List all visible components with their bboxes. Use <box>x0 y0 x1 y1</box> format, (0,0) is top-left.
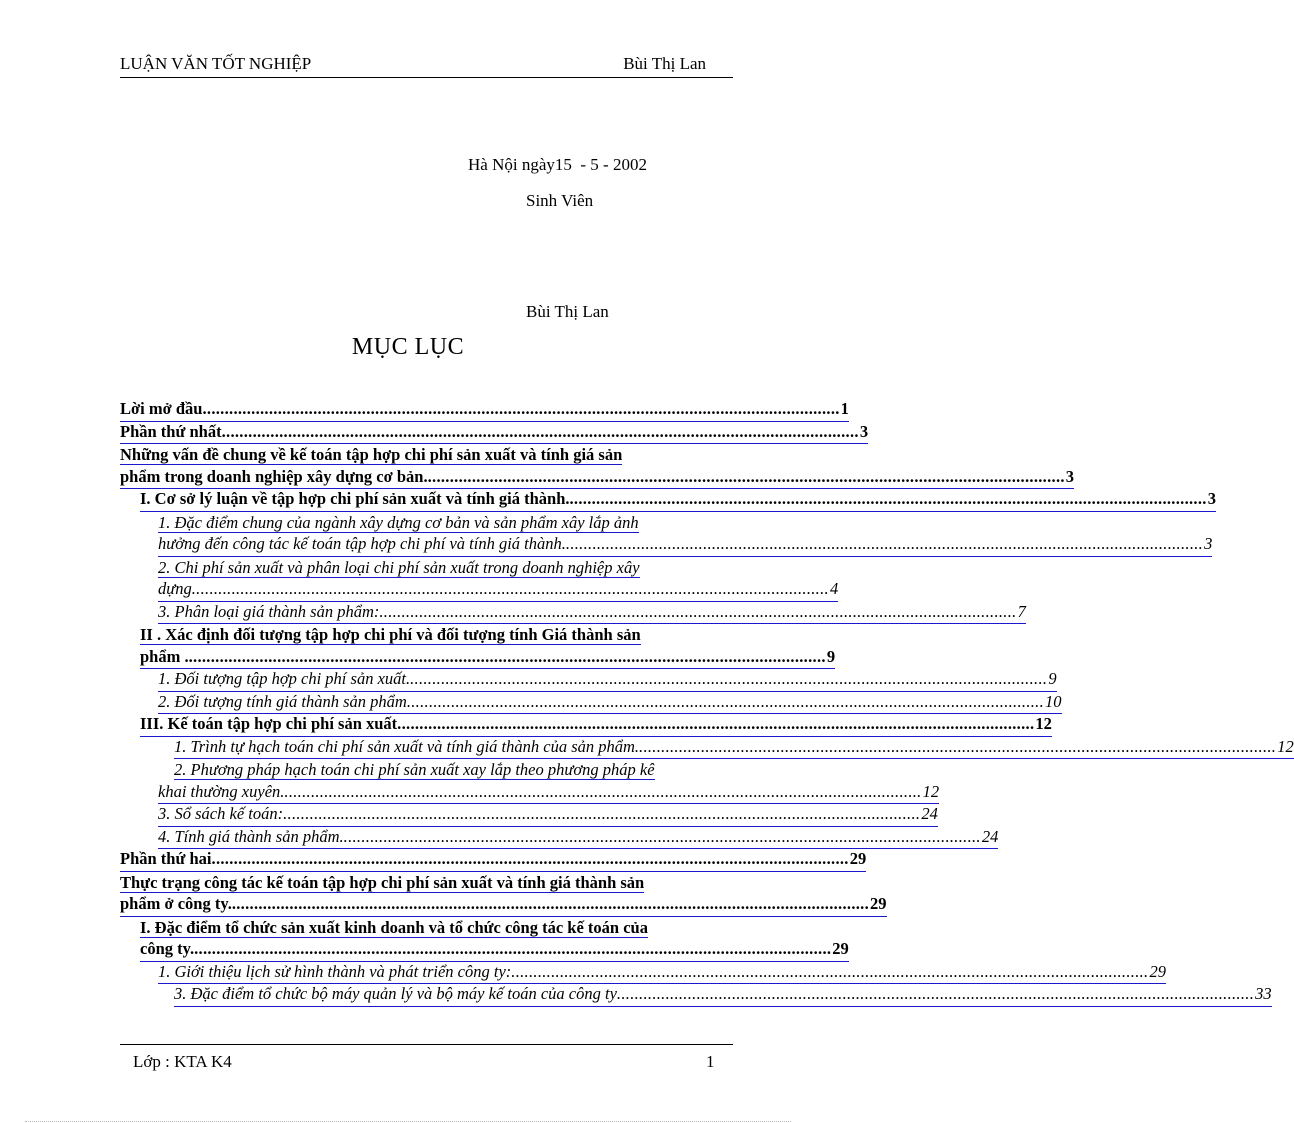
toc-entry-phuong-phap-hach-toan[interactable]: khai thường xuyên. ................................................................................................................................................ 12 <box>120 782 733 805</box>
toc-entry-phan-loai-gia-thanh[interactable]: 3. Phân loại giá thành sản phẩm: ................................................................................................................................................ 7 <box>120 602 733 625</box>
toc-entry-dac-diem-chung[interactable]: hưởng đến công tác kế toán tập hợp chi phí và tính giá thành. ................................................................................................................................................ 3 <box>120 534 733 557</box>
toc-entry-dac-diem-chung-line1[interactable]: 1. Đặc điểm chung của ngành xây dựng cơ bản và sản phẩm xây lắp ảnh <box>158 512 639 532</box>
header-title: LUẬN VĂN TỐT NGHIỆP <box>120 54 312 73</box>
toc-entry-dac-diem-to-chuc-line1[interactable]: I. Đặc điểm tổ chức sản xuất kinh doanh và tổ chức công tác kế toán của <box>140 917 648 937</box>
page-edge-divider <box>25 1121 791 1122</box>
footer-class: Lớp : KTA K4 <box>133 1052 232 1071</box>
toc-entry-xac-dinh-doi-tuong[interactable]: phẩm . ................................................................................................................................................ 9 <box>120 647 733 670</box>
toc-entry-nhung-van-de-line1[interactable]: Những vấn đề chung về kế toán tập hợp chi phí sản xuất và tính giá sản <box>120 445 623 464</box>
page-number: 1 <box>706 1052 715 1071</box>
signature-date: Hà Nội ngày15 - 5 - 2002 <box>468 155 647 174</box>
toc-entry-phuong-phap-hach-toan-line1[interactable]: 2. Phương pháp hạch toán chi phí sản xuất xay lắp theo phương pháp kê <box>174 760 655 779</box>
toc-entry-to-chuc-bo-may[interactable]: 3. Đặc điểm tổ chức bộ máy quản lý và bộ máy kế toán của công ty ................................................................................................................................................ 33 <box>120 984 733 1007</box>
toc-entry-xac-dinh-doi-tuong-line1[interactable]: II . Xác định đối tượng tập hợp chi phí và đối tượng tính Giá thành sản <box>140 625 641 644</box>
toc-entry-dac-diem-to-chuc[interactable]: công ty. ................................................................................................................................................ 29 <box>120 939 733 962</box>
toc-entry-gioi-thieu-lich-su[interactable]: 1. Giới thiệu lịch sử hình thành và phát triển công ty: ................................................................................................................................................ 29 <box>120 962 733 985</box>
signature-name: Bùi Thị Lan <box>526 302 609 321</box>
signature-role: Sinh Viên <box>526 191 594 210</box>
toc-entry-trinh-tu-hach-toan[interactable]: 1. Trình tự hạch toán chi phí sản xuất và tính giá thành của sản phẩm. ................................................................................................................................................ 12 <box>120 737 733 760</box>
footer-rule <box>120 1044 733 1045</box>
toc-entry-doi-tuong-tinh-gia[interactable]: 2. Đối tượng tính giá thành sản phẩm ................................................................................................................................................ 10 <box>120 692 733 715</box>
toc-entry-phan-thu-nhat[interactable]: Phần thứ nhất ................................................................................................................................................ 3 <box>120 422 733 445</box>
toc-entry-co-so-ly-luan[interactable]: I. Cơ sở lý luận về tập hợp chi phí sản xuất và tính giá thành. ................................................................................................................................................ 3 <box>120 489 733 512</box>
toc-entry-thuc-trang[interactable]: phẩm ở công ty. ................................................................................................................................................ 29 <box>120 894 733 917</box>
toc-entry-nhung-van-de[interactable]: phẩm trong doanh nghiệp xây dựng cơ bản. ................................................................................................................................................ 3 <box>120 467 733 490</box>
toc-entry-doi-tuong-tap-hop[interactable]: 1. Đối tượng tập hợp chi phí sản xuất. ................................................................................................................................................ 9 <box>120 669 733 692</box>
header-author: Bùi Thị Lan <box>623 54 706 73</box>
toc-title: MỤC LỤC <box>351 334 465 360</box>
table-of-contents <box>120 399 1294 1007</box>
toc-entry-tinh-gia-thanh[interactable]: 4. Tính giá thành sản phẩm. ................................................................................................................................................ 24 <box>120 827 733 850</box>
toc-entry-phan-thu-hai[interactable]: Phần thứ hai ................................................................................................................................................ 29 <box>120 849 733 872</box>
toc-entry-chi-phi-san-xuat[interactable]: dựng ................................................................................................................................................ 4 <box>120 579 733 602</box>
toc-entry-chi-phi-san-xuat-line1[interactable]: 2. Chi phí sản xuất và phân loại chi phí sản xuất trong doanh nghiệp xây <box>158 557 640 577</box>
toc-entry-loi-mo-dau[interactable]: Lời mở đầu ................................................................................................................................................ 1 <box>120 399 733 422</box>
header-rule <box>120 77 733 78</box>
toc-entry-ke-toan-tap-hop[interactable]: III. Kế toán tập hợp chi phí sản xuất ................................................................................................................................................ 12 <box>120 714 733 737</box>
toc-entry-thuc-trang-line1[interactable]: Thực trạng công tác kế toán tập hợp chi phí sản xuất và tính giá thành sản <box>120 872 645 892</box>
toc-entry-so-sach-ke-toan[interactable]: 3. Sổ sách kế toán: ................................................................................................................................................ 24 <box>120 804 733 827</box>
